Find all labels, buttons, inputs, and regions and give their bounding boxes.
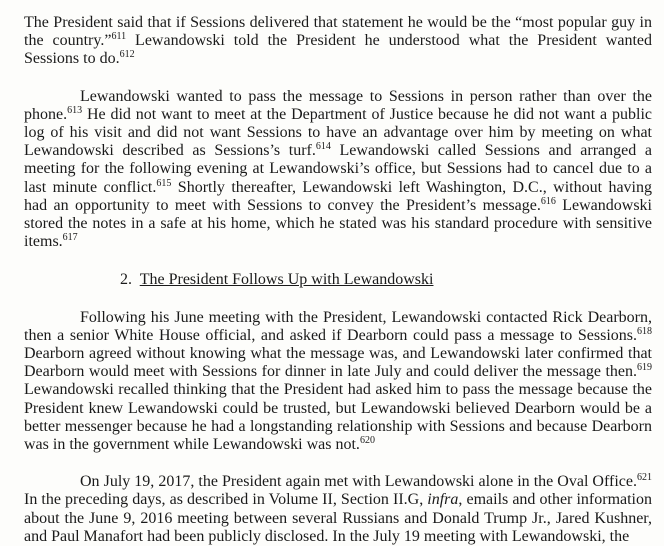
section-heading [120, 271, 652, 289]
section-title: The President Follows Up with Lewandowski [139, 271, 434, 289]
footnote-ref-615: 615 [156, 177, 172, 189]
paragraph-text: Shortly thereafter, Lewandowski left Washington, D.C., without having had an opportunity to meet with Sessions to convey the President’s message. [24, 178, 652, 214]
paragraph-text: Lewandowski called Sessions and arranged a meeting for the following evening at Lewandowski’s office, but Sessions had to cancel due to a last minute conflict. [24, 142, 652, 196]
footnote-ref-620: 620 [359, 435, 375, 447]
paragraph-text: Lewandowski told the President he understood what the President wanted Sessions to do. [24, 32, 653, 68]
paragraph-text: Lewandowski recalled thinking that the President had asked him to pass the message because the President knew Lewandowski could be trusted, but Lewandowski believed Dearborn would be a better messenger because he had a longstanding relationship with Sessions and because Dearborn was in the government while Lewandowski was not. [24, 381, 652, 454]
paragraph-text: Dearborn agreed without knowing what the message was, and Lewandowski later confirmed that Dearborn would meet with Sessions for dinner in late July and could deliver the message then. [24, 345, 652, 381]
paragraph-president-statement [24, 14, 652, 69]
paragraph-text: Following his June meeting with the President, Lewandowski contacted Rick Dearborn, then a senior White House official, and asked if Dearborn could pass a message to Sessions. [24, 308, 652, 344]
paragraph-text: Lewandowski wanted to pass the message to Sessions in person rather than over the phone. [24, 87, 652, 123]
footnote-ref-613: 613 [67, 104, 83, 116]
paragraph-dearborn [24, 309, 652, 455]
footnote-ref-616: 616 [540, 195, 556, 207]
footnote-ref-618: 618 [637, 325, 652, 337]
footnote-ref-619: 619 [637, 362, 652, 374]
document-page [24, 14, 652, 546]
paragraph-text: , emails and other information about the June 9, 2016 meeting between several Russians and Donald Trump Jr., Jared Kushner, and Paul Manafort had been publicly disclosed. In the July 19 meeting with Lewandowski, the [24, 491, 652, 545]
footnote-ref-621: 621 [637, 472, 652, 484]
paragraph-oval-office [24, 473, 652, 546]
paragraph-text: The President said that if Sessions delivered that statement he would be the “most popular guy in the country.” [24, 14, 652, 50]
footnote-ref-612: 612 [119, 49, 135, 61]
footnote-ref-614: 614 [315, 141, 331, 153]
paragraph-text: Lewandowski stored the notes in a safe at his home, which he stated was his standard procedure with sensitive items. [24, 196, 653, 251]
footnote-ref-617: 617 [62, 232, 78, 244]
infra-reference: infra [427, 491, 459, 509]
paragraph-text: In the preceding days, as described in Volume II, Section II.G, [24, 491, 428, 509]
footnote-ref-611: 611 [111, 31, 127, 43]
paragraph-text: On July 19, 2017, the President again met with Lewandowski alone in the Oval Office. [80, 473, 637, 491]
paragraph-lewandowski-message [24, 88, 652, 252]
section-number: 2. [120, 271, 132, 289]
paragraph-text: He did not want to meet at the Department of Justice because he did not want a public log of his visit and did not want Sessions to have an advantage over him by meeting on what Lewandowski described as Sessions’s turf. [24, 105, 652, 160]
